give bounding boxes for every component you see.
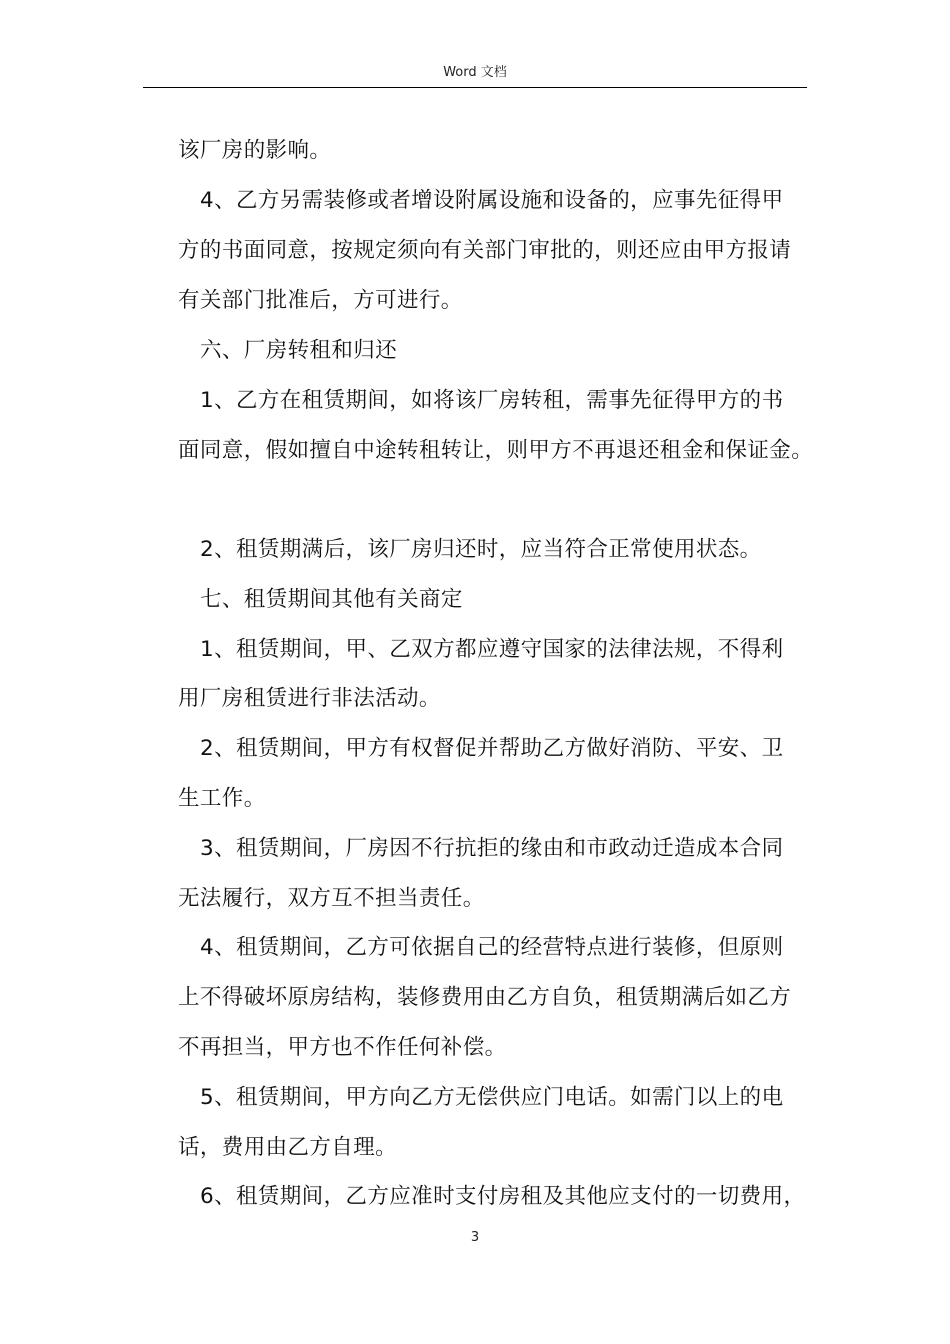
body-line: 用厂房租赁进行非法活动。 <box>178 686 441 711</box>
body-line: 6、租赁期间，乙方应准时支付房租及其他应支付的一切费用， <box>200 1184 806 1209</box>
body-line: 面同意，假如擅自中途转租转让，则甲方不再退还租金和保证金。 <box>178 438 814 463</box>
body-line: 有关部门批准后，方可进行。 <box>178 288 463 313</box>
body-line: 2、租赁期满后，该厂房归还时，应当符合正常使用状态。 <box>200 537 762 562</box>
section-heading: 六、厂房转租和归还 <box>200 338 398 363</box>
body-line: 1、租赁期间，甲、乙双方都应遵守国家的法律法规，不得利 <box>200 637 784 662</box>
body-line: 无法履行，双方互不担当责任。 <box>178 886 485 911</box>
body-line: 话，费用由乙方自理。 <box>178 1135 398 1160</box>
body-line: 4、乙方另需装修或者增设附属设施和设备的，应事先征得甲 <box>200 188 784 213</box>
header-divider <box>143 87 807 88</box>
body-line: 方的书面同意，按规定须向有关部门审批的，则还应由甲方报请 <box>178 238 792 263</box>
body-line: 不再担当，甲方也不作任何补偿。 <box>178 1035 507 1060</box>
body-line: 5、租赁期间，甲方向乙方无偿供应门电话。如需门以上的电 <box>200 1085 784 1110</box>
page-number: 3 <box>470 1230 480 1245</box>
body-line: 上不得破坏原房结构，装修费用由乙方自负，租赁期满后如乙方 <box>178 985 792 1010</box>
body-line: 4、租赁期间，乙方可依据自己的经营特点进行装修，但原则 <box>200 935 784 960</box>
page-header-title: Word 文档 <box>443 65 507 80</box>
body-line: 该厂房的影响。 <box>178 138 332 163</box>
section-heading: 七、租赁期间其他有关商定 <box>200 587 463 612</box>
body-line: 生工作。 <box>178 786 266 811</box>
body-line: 1、乙方在租赁期间，如将该厂房转租，需事先征得甲方的书 <box>200 388 784 413</box>
body-line: 2、租赁期间，甲方有权督促并帮助乙方做好消防、平安、卫 <box>200 736 784 761</box>
body-line: 3、租赁期间，厂房因不行抗拒的缘由和市政动迁造成本合同 <box>200 836 784 861</box>
